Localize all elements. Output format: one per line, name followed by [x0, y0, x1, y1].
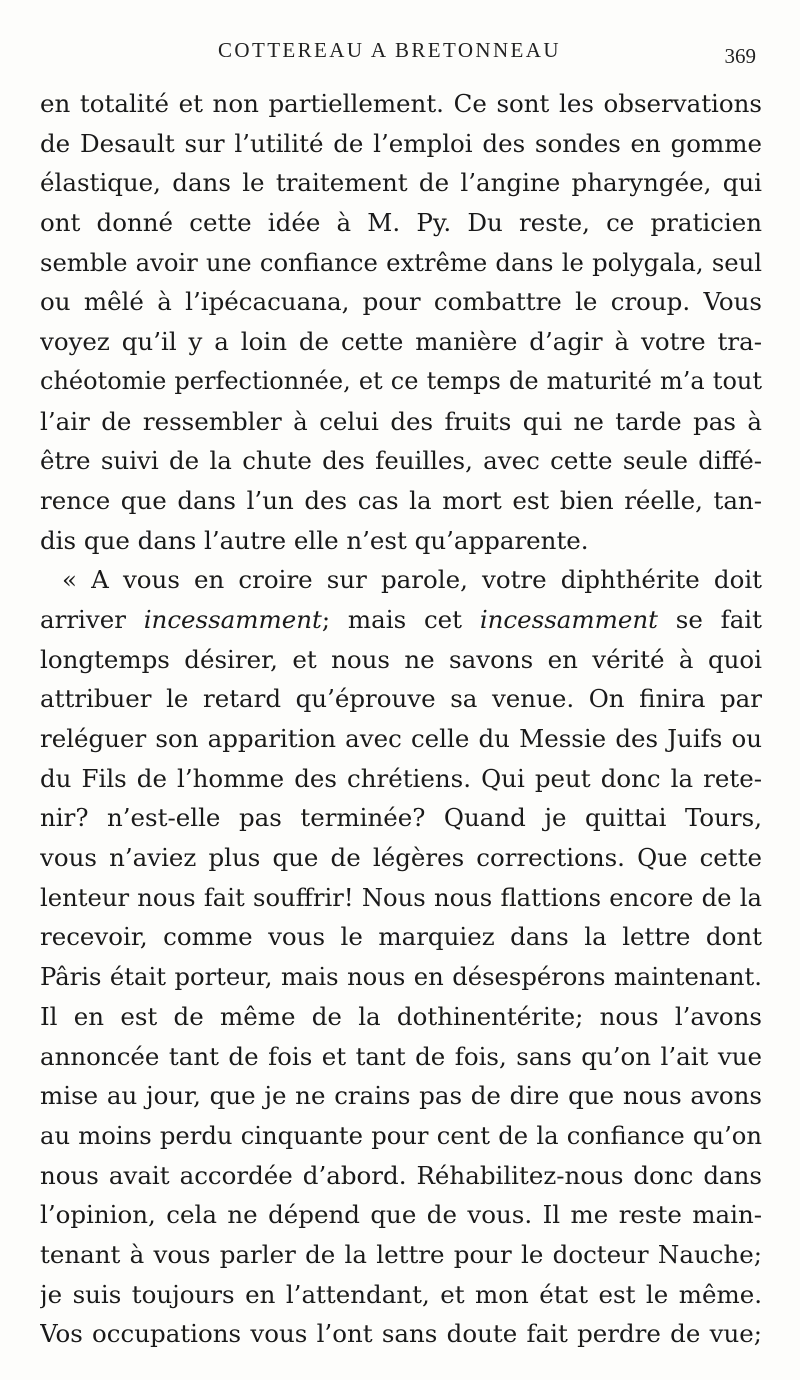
text-line: être suivi de la chute des feuilles, avec cette seule diffé-	[40, 446, 762, 476]
running-title: COTTEREAU A BRETONNEAU	[218, 38, 561, 62]
text-line: de Desault sur l’utilité de l’emploi des sondes en gomme	[40, 128, 762, 158]
text-line: mise au jour, que je ne crains pas de dire que nous avons	[40, 1081, 762, 1111]
text-line: arriver incessamment; mais cet incessamment se fait	[40, 604, 762, 634]
text-line: reléguer son apparition avec celle du Messie des Juifs ou	[40, 724, 762, 753]
text-line: Il en est de même de la dothinentérite; nous l’avons	[40, 1001, 762, 1031]
text-line: je suis toujours en l’attendant, et mon état est le même.	[40, 1279, 762, 1309]
text-line: en totalité et non partiellement. Ce sont les observations	[40, 89, 762, 118]
text-line: semble avoir une confiance extrême dans le polygala, seul	[40, 247, 762, 277]
text-line: voyez qu’il y a loin de cette manière d’agir à votre tra-	[40, 327, 762, 357]
text-line: l’air de ressembler à celui des fruits qui ne tarde pas à	[40, 406, 762, 436]
text-line: rence que dans l’un des cas la mort est bien réelle, tan-	[40, 485, 762, 515]
text-line: Vos occupations vous l’ont sans doute fait perdre de vue;	[40, 1319, 762, 1349]
text-line: chéotomie perfectionnée, et ce temps de maturité m’a tout	[40, 366, 762, 395]
text-line: dis que dans l’autre elle n’est qu’apparente.	[40, 525, 589, 555]
text-line: Pâris était porteur, mais nous en désespérons maintenant.	[40, 962, 762, 992]
running-head	[0, 38, 800, 68]
text-line: au moins perdu cinquante pour cent de la confiance qu’on	[40, 1120, 762, 1150]
page-number: 369	[724, 44, 756, 68]
text-line: ou mêlé à l’ipécacuana, pour combattre le croup. Vous	[40, 287, 762, 317]
text-line: recevoir, comme vous le marquiez dans la lettre dont	[40, 922, 762, 952]
text-line: tenant à vous parler de la lettre pour le docteur Nauche;	[40, 1239, 762, 1269]
text-line: du Fils de l’homme des chrétiens. Qui peut donc la rete-	[40, 763, 762, 793]
text-line: l’opinion, cela ne dépend que de vous. Il me reste main-	[40, 1200, 762, 1230]
text-line: vous n’aviez plus que de légères corrections. Que cette	[40, 843, 762, 873]
text-line: nous avait accordée d’abord. Réhabilitez-nous donc dans	[40, 1160, 762, 1190]
text-line: ont donné cette idée à M. Py. Du reste, ce praticien	[40, 208, 762, 238]
body-text	[40, 84, 762, 1354]
text-line: nir? n’est-elle pas terminée? Quand je quittai Tours,	[40, 803, 762, 833]
text-line: attribuer le retard qu’éprouve sa venue. On finira par	[40, 684, 762, 714]
text-line: annoncée tant de fois et tant de fois, sans qu’on l’ait vue	[40, 1041, 762, 1071]
text-line: élastique, dans le traitement de l’angine pharyngée, qui	[40, 168, 762, 198]
text-line: « A vous en croire sur parole, votre diphthérite doit	[62, 565, 762, 595]
text-line: lenteur nous fait souffrir! Nous nous flattions encore de la	[40, 882, 762, 912]
text-line: longtemps désirer, et nous ne savons en vérité à quoi	[40, 644, 762, 674]
